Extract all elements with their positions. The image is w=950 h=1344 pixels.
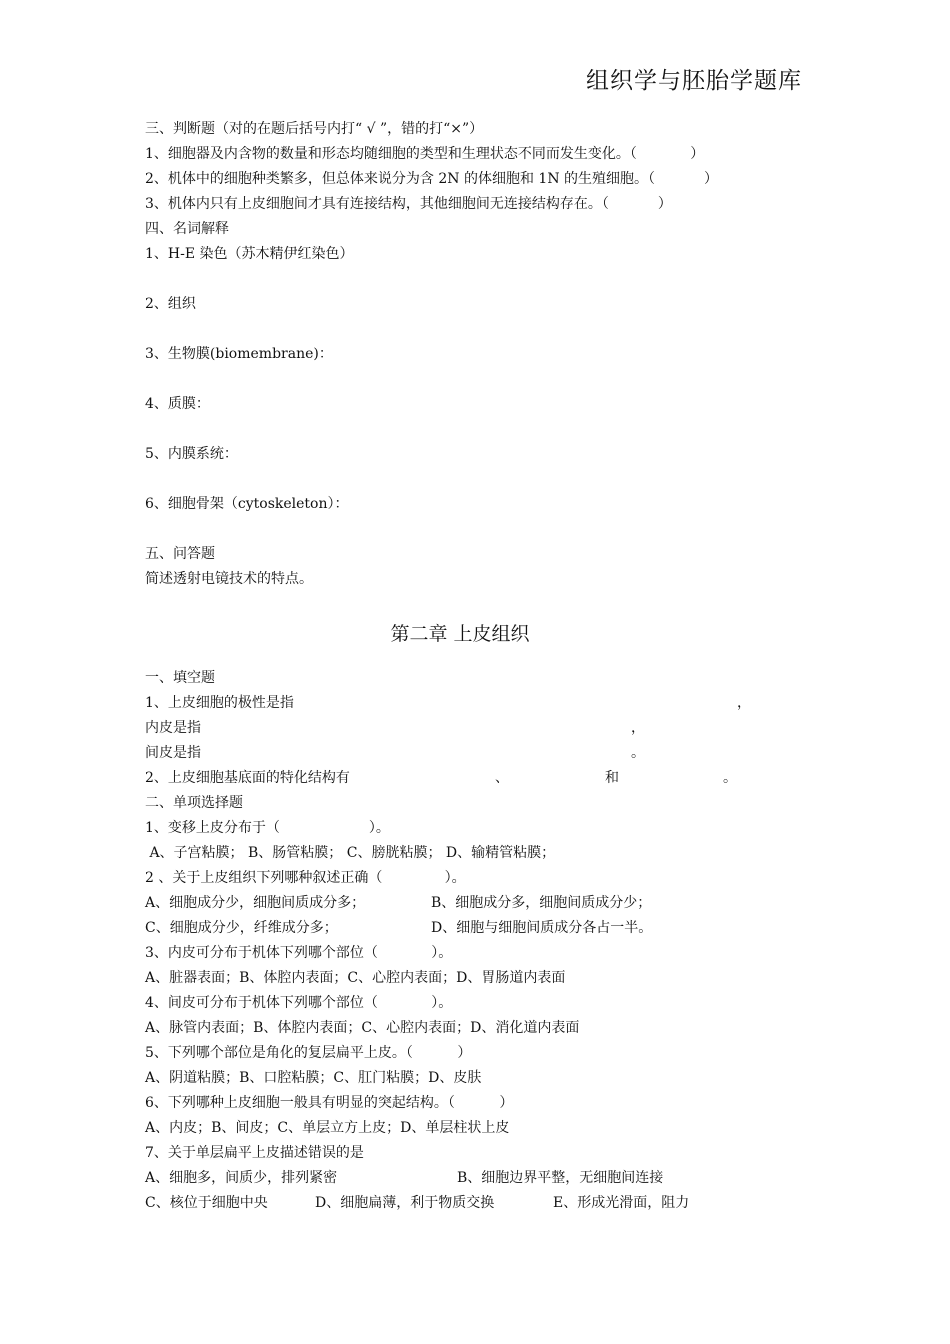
choice-q2-option-d: D、细胞与细胞间质成分各占一半。 — [431, 920, 653, 936]
fill-q2-text: 2、上皮细胞基底面的特化结构有 — [145, 770, 350, 786]
fill-q2-sep2: 和 — [605, 770, 619, 786]
choice-q7-option-a: A、细胞多，间质少，排列紧密 — [145, 1170, 338, 1186]
choice-question-5: 5、下列哪个部位是角化的复层扁平上皮。（ ） — [145, 1045, 472, 1061]
fill-q1b-text: 内皮是指 — [145, 720, 201, 736]
fill-q1c-end: 。 — [631, 745, 645, 761]
fill-question-1c — [145, 741, 815, 766]
choice-question-1: 1、变移上皮分布于（ ）。 — [145, 820, 390, 836]
choice-options-2-ab — [145, 891, 815, 916]
fill-q2-sep1: 、 — [495, 770, 509, 786]
term-item-1: 1、H-E 染色（苏木精伊红染色） — [145, 246, 354, 262]
choice-question-2: 2 、关于上皮组织下列哪种叙述正确（ ）。 — [145, 870, 466, 886]
choice-question-4: 4、间皮可分布于机体下列哪个部位（ ）。 — [145, 995, 453, 1011]
qa-question: 简述透射电镜技术的特点。 — [145, 571, 313, 587]
judgement-item-3: 3、机体内只有上皮细胞间才具有连接结构，其他细胞间无连接结构存在。（ ） — [145, 196, 672, 212]
fill-question-1b — [145, 716, 815, 741]
choice-options-7-ab — [145, 1166, 815, 1191]
fill-q1b-end: ， — [631, 720, 645, 736]
choice-options-7-cde — [145, 1191, 815, 1216]
fill-q2-end: 。 — [723, 770, 737, 786]
choice-options-6: A、内皮；B、间皮；C、单层立方上皮；D、单层柱状上皮 — [145, 1120, 510, 1136]
fill-question-2 — [145, 766, 815, 791]
choice-options-1: A、子宫粘膜； B、肠管粘膜； C、膀胱粘膜； D、输精管粘膜； — [145, 845, 556, 861]
fill-q1a-text: 1、上皮细胞的极性是指 — [145, 695, 294, 711]
choice-q2-option-a: A、细胞成分少，细胞间质成分多； — [145, 895, 366, 911]
term-item-4: 4、质膜： — [145, 396, 210, 412]
fill-question-1a — [145, 691, 815, 716]
term-item-2: 2、组织 — [145, 296, 196, 312]
fill-q1c-text: 间皮是指 — [145, 745, 201, 761]
fill-q1a-end: ， — [737, 695, 751, 711]
choice-q2-option-c: C、细胞成分少，纤维成分多； — [145, 920, 338, 936]
page-header-title: 组织学与胚胎学题库 — [586, 68, 802, 94]
choice-q7-option-c: C、核位于细胞中央 — [145, 1195, 268, 1211]
judgement-item-2: 2、机体中的细胞种类繁多，但总体来说分为含 2N 的体细胞和 1N 的生殖细胞。（ ） — [145, 171, 718, 187]
choice-options-4: A、脉管内表面；B、体腔内表面；C、心腔内表面；D、消化道内表面 — [145, 1020, 580, 1036]
section-title-terms: 四、名词解释 — [145, 221, 229, 237]
choice-q7-option-b: B、细胞边界平整，无细胞间连接 — [457, 1170, 664, 1186]
term-item-3: 3、生物膜(biomembrane)： — [145, 346, 333, 362]
section-title-fill: 一、填空题 — [145, 670, 215, 686]
choice-options-5: A、阴道粘膜；B、口腔粘膜；C、肛门粘膜；D、皮肤 — [145, 1070, 482, 1086]
judgement-item-1: 1、细胞器及内含物的数量和形态均随细胞的类型和生理状态不同而发生变化。（ ） — [145, 146, 705, 162]
section-title-judgement: 三、判断题（对的在题后括号内打“ √ ”，错的打“×”） — [145, 121, 484, 137]
choice-question-7: 7、关于单层扁平上皮描述错误的是 — [145, 1145, 364, 1161]
choice-q7-option-d: D、细胞扁薄，利于物质交换 — [315, 1195, 495, 1211]
chapter-title: 第二章 上皮组织 — [390, 623, 530, 645]
document-body — [145, 117, 815, 1216]
term-item-6: 6、细胞骨架（cytoskeleton）： — [145, 496, 349, 512]
section-title-qa: 五、问答题 — [145, 546, 215, 562]
term-item-5: 5、内膜系统： — [145, 446, 238, 462]
choice-options-3: A、脏器表面；B、体腔内表面；C、心腔内表面；D、胃肠道内表面 — [145, 970, 566, 986]
choice-q2-option-b: B、细胞成分多，细胞间质成分少； — [431, 895, 652, 911]
choice-question-3: 3、内皮可分布于机体下列哪个部位（ ）。 — [145, 945, 453, 961]
choice-options-2-cd — [145, 916, 815, 941]
choice-question-6: 6、下列哪种上皮细胞一般具有明显的突起结构。（ ） — [145, 1095, 514, 1111]
section-title-choice: 二、单项选择题 — [145, 795, 243, 811]
choice-q7-option-e: E、形成光滑面，阻力 — [553, 1195, 690, 1211]
